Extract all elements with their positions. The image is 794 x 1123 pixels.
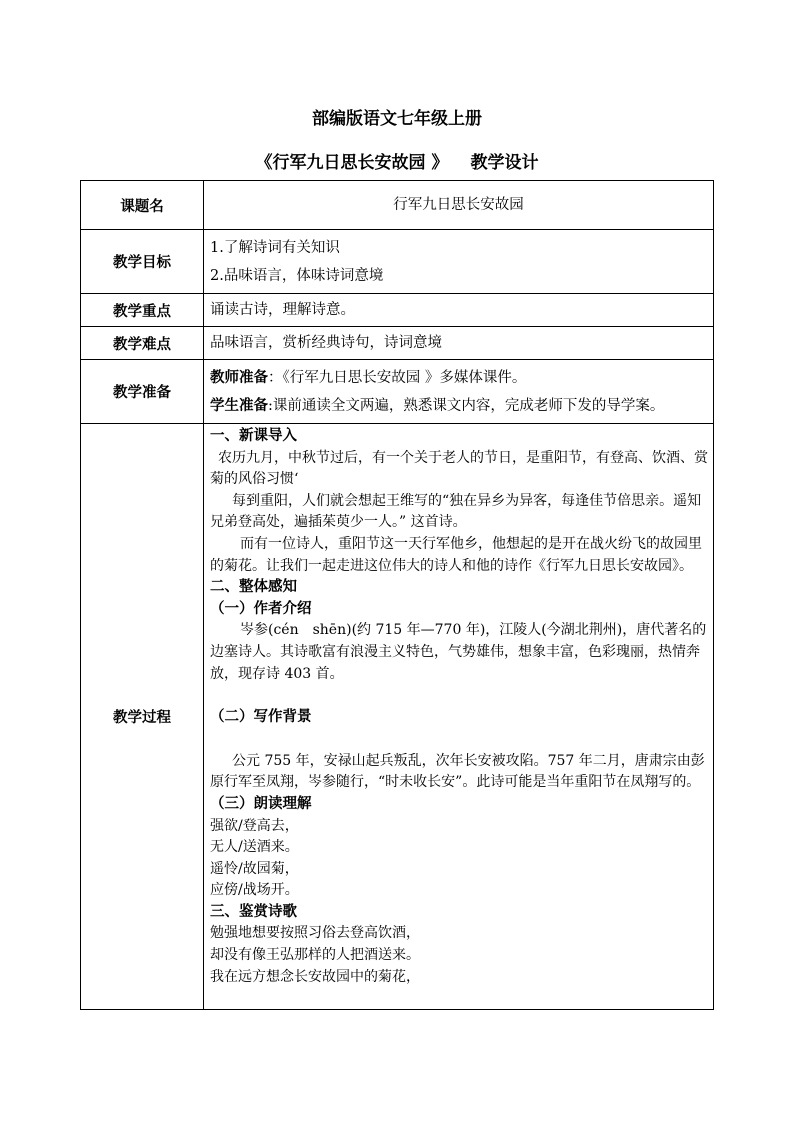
translation-line: 却没有像王弘那样的人把酒送来。 (210, 947, 420, 964)
paragraph: 农历九月，中秋节过后，有一个关于老人的节日，是重阳节，有登高、饮酒、赏菊的风俗习惯‘ (210, 449, 708, 488)
student-prep-label: 学生准备 (210, 397, 268, 414)
subsection-heading: （一）作者介绍 (210, 600, 312, 617)
subtitle-suffix: 教学设计 (470, 153, 539, 173)
row-keypoints (81, 294, 714, 327)
paragraph: 每到重阳，人们就会想起王维写的“独在异乡为异客，每逢佳节倍思亲。遥知兄弟登高处，遍插茱萸少一人。” 这首诗。 (210, 492, 702, 531)
poem-line: 无人/送酒来。 (210, 839, 299, 856)
subsection-heading: （三）朗读理解 (210, 795, 312, 812)
student-prep-text: :课前通读全文两遍，熟悉课文内容，完成老师下发的导学案。 (268, 397, 665, 414)
lesson-plan-table (80, 180, 714, 1010)
translation-line: 勉强地想要按照习俗去登高饮酒， (210, 925, 420, 942)
document-subtitle (0, 148, 794, 173)
value-preparation (204, 360, 714, 424)
section-heading: 一、新课导入 (210, 428, 297, 444)
subtitle-poem: 《行军九日思长安故园 》 (255, 153, 449, 173)
label-objectives: 教学目标 (81, 230, 204, 294)
label-process: 教学过程 (81, 424, 204, 1010)
objective-item: 1.了解诗词有关知识 (210, 239, 340, 256)
label-topic: 课题名 (81, 181, 204, 230)
teacher-preparation (210, 367, 707, 389)
label-keypoints: 教学重点 (81, 294, 204, 327)
section-heading: 二、整体感知 (210, 579, 297, 596)
translation-line: 我在远方想念长安故园中的菊花， (210, 968, 420, 985)
document-title: 部编版语文七年级上册 (312, 109, 482, 129)
value-topic: 行军九日思长安故园 (204, 181, 714, 230)
section-heading: 三、鉴赏诗歌 (210, 903, 297, 920)
subsection-heading: （二）写作背景 (210, 709, 312, 726)
student-preparation (210, 395, 707, 417)
value-difficulties: 品味语言，赏析经典诗句，诗词意境 (204, 327, 714, 360)
row-preparation (81, 360, 714, 424)
poem-line: 遥怜/故园菊， (210, 860, 299, 877)
teacher-prep-label: 教师准备 (210, 369, 268, 386)
label-preparation: 教学准备 (81, 360, 204, 424)
objective-item: 2.品味语言，体味诗词意境 (210, 267, 384, 284)
poem-line: 强欲/登高去， (210, 817, 299, 834)
value-keypoints: 诵读古诗，理解诗意。 (204, 294, 714, 327)
teacher-prep-text: ：《行军九日思长安故园 》多媒体课件。 (268, 369, 527, 386)
paragraph: 而有一位诗人，重阳节这一天行军他乡，他想起的是开在战火纷飞的故园里的菊花。让我们一起走进这位伟大的诗人和他的诗作《行军九日思长安故园》。 (210, 535, 702, 574)
row-objectives (81, 230, 714, 294)
row-topic (81, 181, 714, 230)
value-process (204, 424, 714, 1010)
label-difficulties: 教学难点 (81, 327, 204, 360)
paragraph: 公元 755 年，安禄山起兵叛乱，次年长安被攻陷。757 年二月，唐肃宗由彭原行军至凤翔，岑参随行，“时未收长安”。此诗可能是当年重阳节在凤翔写的。 (210, 752, 705, 791)
poem-line: 应傍/战场开。 (210, 882, 299, 899)
row-difficulties (81, 327, 714, 360)
row-process (81, 424, 714, 1010)
paragraph: 岑参(cén shēn)(约 715 年—770 年)，江陵人(今湖北荆州)，唐代著名的边塞诗人。其诗歌富有浪漫主义特色，气势雄伟，想象丰富，色彩瑰丽，热情奔放，现存诗 403 首。 (210, 622, 707, 682)
value-objectives (204, 230, 714, 294)
